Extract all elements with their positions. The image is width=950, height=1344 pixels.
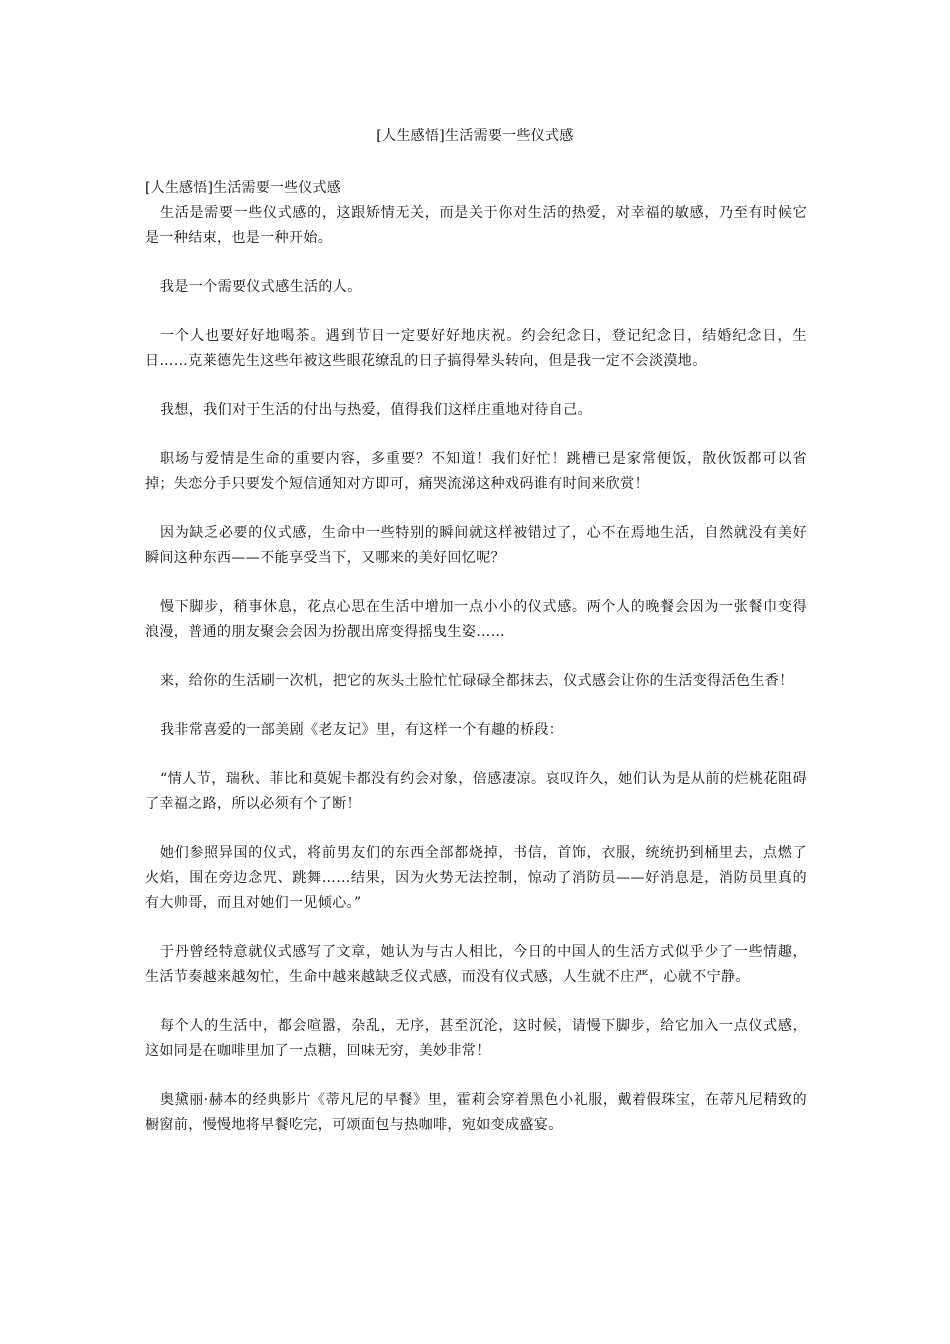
paragraph: 于丹曾经特意就仪式感写了文章，她认为与古人相比，今日的中国人的生活方式似乎少了一些情趣，生活节奏越来越匆忙，生命中越来越缺乏仪式感，而没有仪式感，人生就不庄严，心就不宁静。 [145,944,807,985]
paragraph: 我非常喜爱的一部美剧《老友记》里，有这样一个有趣的桥段： [160,722,564,738]
document-body [145,176,807,1162]
document-title: [人生感悟]生活需要一些仪式感 [376,128,574,144]
paragraph: 生活是需要一些仪式感的，这跟矫情无关，而是关于你对生活的热爱，对幸福的敏感，乃至有时候它是一种结束，也是一种开始。 [145,205,807,246]
paragraph: 职场与爱情是生命的重要内容，多重要？不知道！我们好忙！跳槽已是家常便饭，散伙饭都可以省掉；失恋分手只要发个短信通知对方即可，痛哭流涕这种戏码谁有时间来欣赏！ [145,451,807,492]
paragraph: 来，给你的生活刷一次机，把它的灰头土脸忙忙碌碌全都抹去，仪式感会让你的生活变得活色生香！ [160,673,794,689]
paragraph: 一个人也要好好地喝茶。遇到节日一定要好好地庆祝。约会纪念日，登记纪念日，结婚纪念日，生日……克莱德先生这些年被这些眼花缭乱的日子搞得晕头转向，但是我一定不会淡漠地。 [145,328,807,369]
paragraph: 每个人的生活中，都会喧嚣，杂乱，无序，甚至沉沦，这时候，请慢下脚步，给它加入一点仪式感，这如同是在咖啡里加了一点糖，回味无穷，美妙非常！ [145,1018,807,1059]
paragraph: 我想，我们对于生活的付出与热爱，值得我们这样庄重地对待自己。 [160,402,592,418]
paragraph: “情人节，瑞秋、菲比和莫妮卡都没有约会对象，倍感凄凉。哀叹许久，她们认为是从前的烂桃花阻碍了幸福之路，所以必须有个了断！ [145,771,807,812]
paragraph: 慢下脚步，稍事休息，花点心思在生活中增加一点小小的仪式感。两个人的晚餐会因为一张餐巾变得浪漫，普通的朋友聚会会因为扮靓出席变得摇曳生姿…… [145,599,807,640]
paragraph: 她们参照异国的仪式，将前男友们的东西全部都烧掉，书信，首饰，衣服，统统扔到桶里去，点燃了火焰，围在旁边念咒、跳舞……结果，因为火势无法控制，惊动了消防员——好消息是，消防员里真的有大帅哥，而且对她们一见倾心。” [145,845,807,911]
paragraph: 奥黛丽·赫本的经典影片《蒂凡尼的早餐》里，霍莉会穿着黑色小礼服，戴着假珠宝，在蒂凡尼精致的橱窗前，慢慢地将早餐吃完，可颂面包与热咖啡，宛如变成盛宴。 [145,1092,807,1133]
paragraph: 我是一个需要仪式感生活的人。 [160,279,362,295]
document-subtitle: [人生感悟]生活需要一些仪式感 [145,180,341,196]
paragraph: 因为缺乏必要的仪式感，生命中一些特别的瞬间就这样被错过了，心不在焉地生活，自然就没有美好瞬间这种东西——不能享受当下，又哪来的美好回忆呢？ [145,525,807,566]
